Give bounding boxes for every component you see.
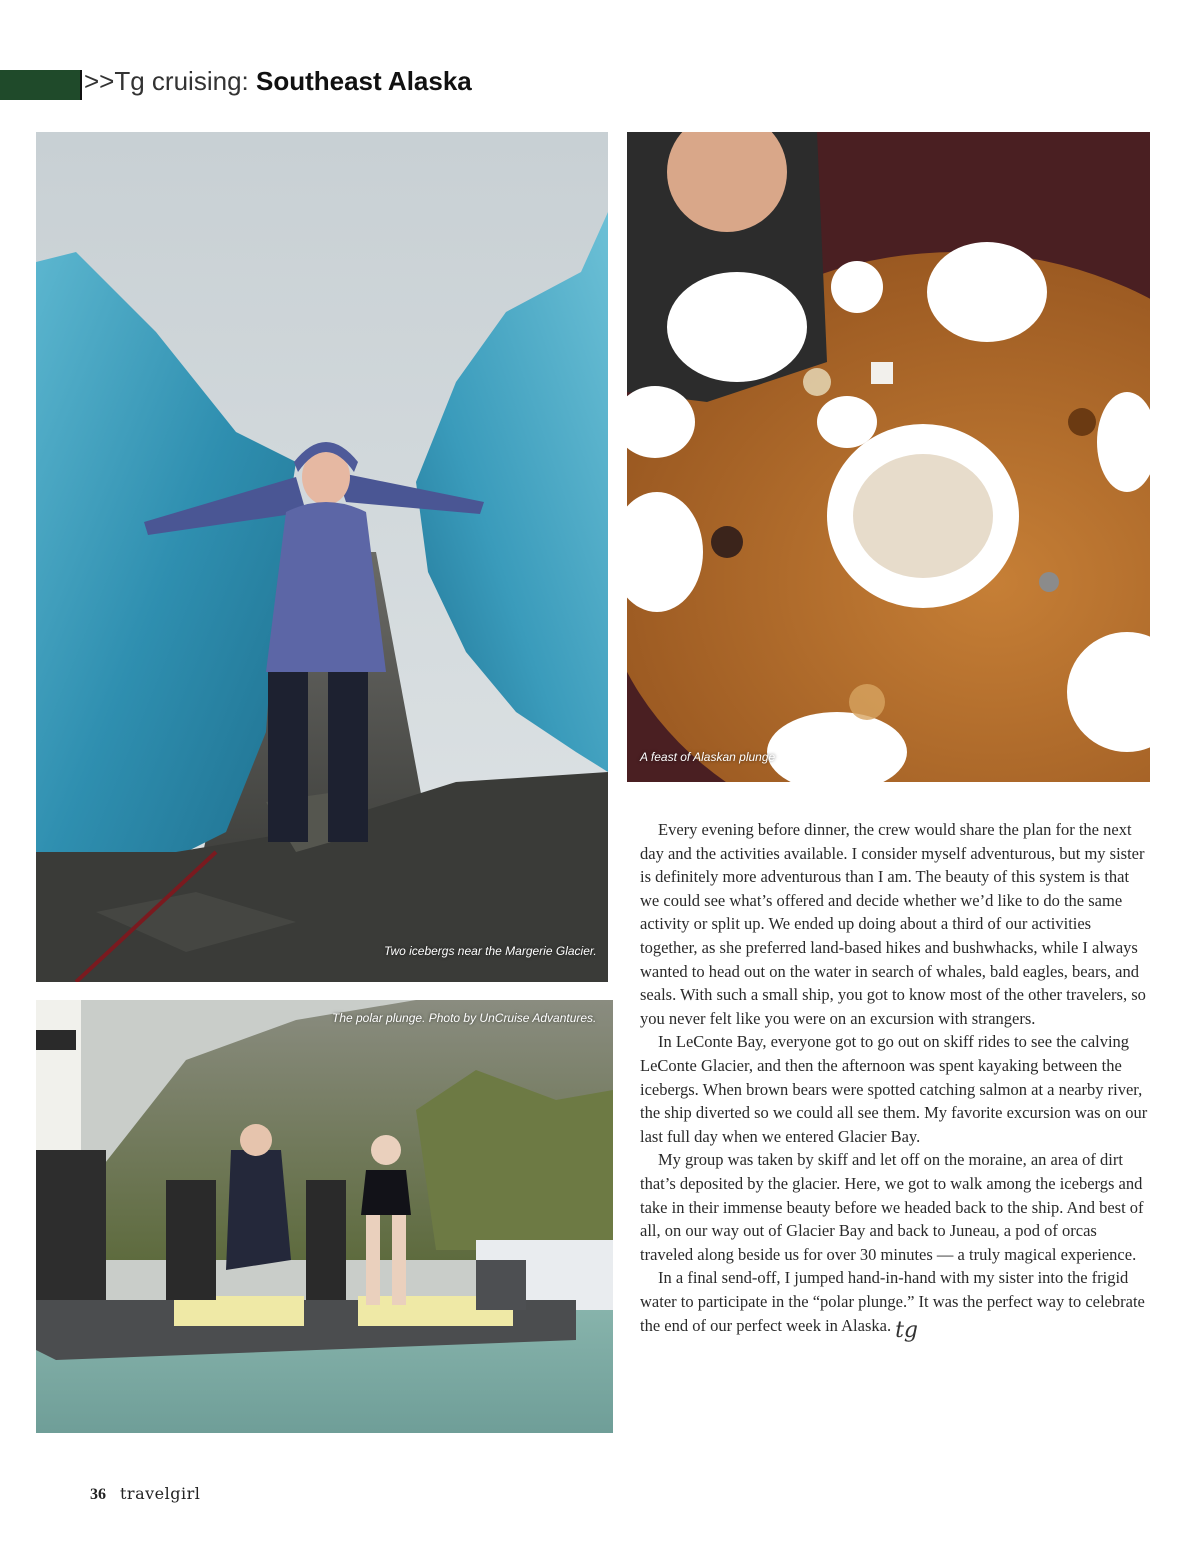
plunge-photo	[36, 1000, 613, 1433]
article-body	[640, 818, 1152, 1344]
magazine-brand: travelgirl	[120, 1484, 201, 1503]
feast-photo	[627, 132, 1150, 782]
section-header	[84, 66, 472, 97]
feast-photo-art	[627, 132, 1150, 782]
iceberg-caption: Two icebergs near the Margerie Glacier.	[384, 944, 597, 958]
paragraph	[640, 1266, 1152, 1344]
iceberg-photo	[36, 132, 608, 982]
plunge-photo-art	[36, 1000, 613, 1433]
paragraph: My group was taken by skiff and let off on the moraine, an area of dirt that’s deposited by the glacier. Here, we got to walk among the icebergs and take in their immense beauty before we headed back to the ship. And best of all, on our way out of Glacier Bay and back to Juneau, a pod of orcas traveled along beside us for over 30 minutes — a truly magical experience.	[640, 1150, 1144, 1264]
paragraph-text: In a final send-off, I jumped hand-in-hand with my sister into the frigid water to participate in the “polar plunge.” It was the perfect way to celebrate the end of our perfect week in Alaska.	[640, 1268, 1145, 1336]
page-number: 36	[90, 1486, 106, 1503]
header-divider	[80, 70, 82, 100]
paragraph: Every evening before dinner, the crew would share the plan for the next day and the activities available. I consider myself adventurous, but my sister is definitely more adventurous than I am. The beauty of this system is that we could see what’s offered and decide whether we’d like to do the same activity or split up. We ended up doing about a third of our activities together, as she preferred land-based hikes and bushwhacks, while I always wanted to head out on the water in search of whales, bald eagles, bears, and seals. With such a small ship, you got to know most of the other travelers, so you never felt like you were on an excursion with strangers.	[640, 820, 1146, 1028]
end-mark: tg	[895, 1318, 919, 1344]
header-accent-bar	[0, 70, 80, 100]
header-lead: >>Tg cruising:	[84, 66, 256, 96]
header-topic: Southeast Alaska	[255, 66, 472, 96]
paragraph: In LeConte Bay, everyone got to go out on skiff rides to see the calving LeConte Glacier, and then the afternoon was spent kayaking between the icebergs. When brown bears were spotted catching salmon at a nearby river, the ship diverted so we could all see them. My favorite excursion was on our last full day when we entered Glacier Bay.	[640, 1032, 1148, 1146]
page-footer	[90, 1484, 200, 1504]
feast-caption: A feast of Alaskan plunge	[640, 750, 776, 764]
iceberg-photo-art	[36, 132, 608, 982]
plunge-caption: The polar plunge. Photo by UnCruise Advantures.	[332, 1011, 597, 1025]
